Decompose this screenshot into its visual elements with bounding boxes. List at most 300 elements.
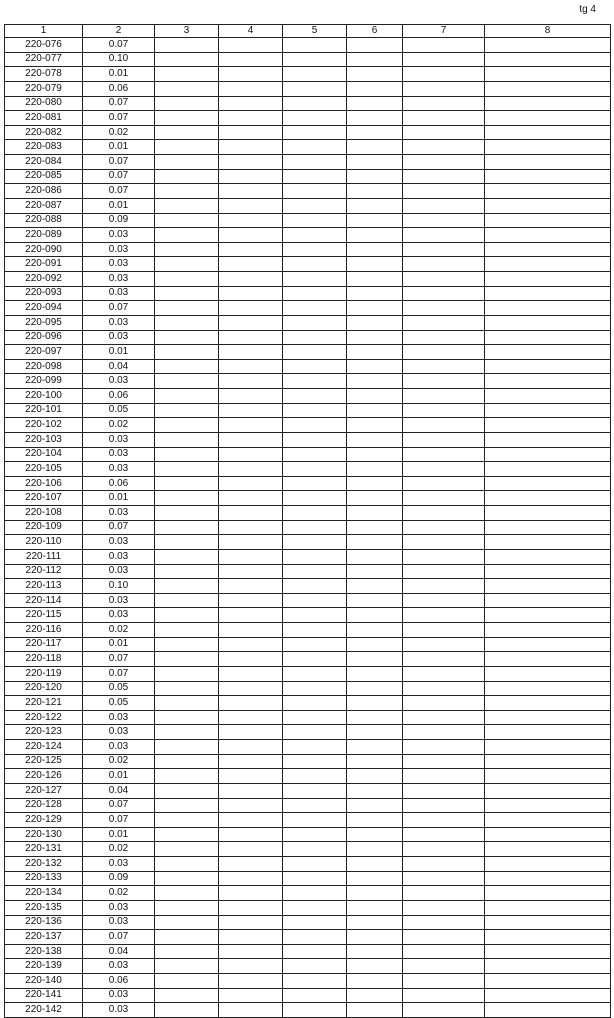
row-value-cell: 0.03 [83, 315, 155, 330]
empty-cell-col-6 [347, 418, 403, 433]
empty-cell-col-7 [403, 403, 485, 418]
row-id-cell: 220-103 [5, 432, 83, 447]
empty-cell-col-7 [403, 491, 485, 506]
empty-cell-col-4 [219, 359, 283, 374]
empty-cell-col-6 [347, 491, 403, 506]
row-id-cell: 220-105 [5, 462, 83, 477]
empty-cell-col-8 [485, 842, 611, 857]
empty-cell-col-5 [283, 1003, 347, 1018]
empty-cell-col-5 [283, 96, 347, 111]
empty-cell-col-4 [219, 272, 283, 287]
table-row [5, 783, 611, 798]
empty-cell-col-4 [219, 432, 283, 447]
empty-cell-col-3 [155, 666, 219, 681]
empty-cell-col-8 [485, 666, 611, 681]
table-row [5, 827, 611, 842]
table-row [5, 944, 611, 959]
empty-cell-col-6 [347, 652, 403, 667]
empty-cell-col-8 [485, 374, 611, 389]
empty-cell-col-8 [485, 315, 611, 330]
empty-cell-col-6 [347, 725, 403, 740]
empty-cell-col-7 [403, 506, 485, 521]
table-row [5, 286, 611, 301]
table-row [5, 125, 611, 140]
table-row [5, 535, 611, 550]
empty-cell-col-5 [283, 710, 347, 725]
empty-cell-col-8 [485, 593, 611, 608]
empty-cell-col-6 [347, 345, 403, 360]
empty-cell-col-5 [283, 915, 347, 930]
empty-cell-col-7 [403, 710, 485, 725]
row-value-cell: 0.02 [83, 842, 155, 857]
table-row [5, 476, 611, 491]
empty-cell-col-3 [155, 330, 219, 345]
empty-cell-col-6 [347, 988, 403, 1003]
empty-cell-col-8 [485, 740, 611, 755]
empty-cell-col-5 [283, 111, 347, 126]
empty-cell-col-8 [485, 272, 611, 287]
empty-cell-col-8 [485, 96, 611, 111]
table-row [5, 623, 611, 638]
table-row [5, 710, 611, 725]
empty-cell-col-8 [485, 359, 611, 374]
empty-cell-col-6 [347, 900, 403, 915]
row-value-cell: 0.09 [83, 871, 155, 886]
empty-cell-col-5 [283, 447, 347, 462]
empty-cell-col-6 [347, 228, 403, 243]
row-value-cell: 0.01 [83, 827, 155, 842]
table-row [5, 315, 611, 330]
table-row [5, 184, 611, 199]
empty-cell-col-6 [347, 301, 403, 316]
empty-cell-col-8 [485, 769, 611, 784]
empty-cell-col-5 [283, 374, 347, 389]
table-row [5, 579, 611, 594]
row-id-cell: 220-110 [5, 535, 83, 550]
empty-cell-col-8 [485, 798, 611, 813]
row-value-cell: 0.03 [83, 462, 155, 477]
empty-cell-col-4 [219, 623, 283, 638]
row-value-cell: 0.01 [83, 67, 155, 82]
empty-cell-col-6 [347, 125, 403, 140]
row-value-cell: 0.04 [83, 783, 155, 798]
empty-cell-col-5 [283, 593, 347, 608]
row-value-cell: 0.07 [83, 652, 155, 667]
empty-cell-col-8 [485, 301, 611, 316]
table-row [5, 81, 611, 96]
empty-cell-col-8 [485, 608, 611, 623]
empty-cell-col-8 [485, 579, 611, 594]
empty-cell-col-4 [219, 198, 283, 213]
empty-cell-col-6 [347, 593, 403, 608]
empty-cell-col-6 [347, 783, 403, 798]
row-value-cell: 0.06 [83, 81, 155, 96]
empty-cell-col-3 [155, 38, 219, 53]
empty-cell-col-3 [155, 111, 219, 126]
empty-cell-col-7 [403, 696, 485, 711]
empty-cell-col-8 [485, 652, 611, 667]
row-value-cell: 0.10 [83, 579, 155, 594]
empty-cell-col-4 [219, 783, 283, 798]
empty-cell-col-8 [485, 330, 611, 345]
table-row [5, 462, 611, 477]
empty-cell-col-3 [155, 696, 219, 711]
empty-cell-col-7 [403, 52, 485, 67]
empty-cell-col-5 [283, 67, 347, 82]
row-id-cell: 220-086 [5, 184, 83, 199]
empty-cell-col-5 [283, 184, 347, 199]
empty-cell-col-6 [347, 886, 403, 901]
empty-cell-col-5 [283, 345, 347, 360]
empty-cell-col-3 [155, 827, 219, 842]
empty-cell-col-6 [347, 827, 403, 842]
empty-cell-col-8 [485, 286, 611, 301]
empty-cell-col-5 [283, 462, 347, 477]
table-row [5, 432, 611, 447]
row-id-cell: 220-084 [5, 155, 83, 170]
empty-cell-col-4 [219, 608, 283, 623]
empty-cell-col-8 [485, 257, 611, 272]
empty-cell-col-5 [283, 827, 347, 842]
empty-cell-col-4 [219, 959, 283, 974]
row-value-cell: 0.10 [83, 52, 155, 67]
empty-cell-col-4 [219, 155, 283, 170]
empty-cell-col-3 [155, 959, 219, 974]
empty-cell-col-5 [283, 725, 347, 740]
empty-cell-col-6 [347, 520, 403, 535]
empty-cell-col-7 [403, 330, 485, 345]
row-value-cell: 0.03 [83, 564, 155, 579]
row-id-cell: 220-129 [5, 813, 83, 828]
empty-cell-col-6 [347, 286, 403, 301]
empty-cell-col-6 [347, 813, 403, 828]
row-id-cell: 220-109 [5, 520, 83, 535]
empty-cell-col-5 [283, 740, 347, 755]
empty-cell-col-6 [347, 681, 403, 696]
column-header: 4 [219, 25, 283, 38]
empty-cell-col-3 [155, 974, 219, 989]
table-row [5, 959, 611, 974]
empty-cell-col-3 [155, 67, 219, 82]
row-value-cell: 0.01 [83, 345, 155, 360]
empty-cell-col-5 [283, 769, 347, 784]
empty-cell-col-4 [219, 666, 283, 681]
row-id-cell: 220-083 [5, 140, 83, 155]
row-id-cell: 220-131 [5, 842, 83, 857]
empty-cell-col-7 [403, 301, 485, 316]
empty-cell-col-3 [155, 476, 219, 491]
row-value-cell: 0.03 [83, 272, 155, 287]
empty-cell-col-3 [155, 228, 219, 243]
empty-cell-col-6 [347, 1003, 403, 1018]
row-value-cell: 0.07 [83, 111, 155, 126]
row-id-cell: 220-108 [5, 506, 83, 521]
row-value-cell: 0.03 [83, 549, 155, 564]
row-id-cell: 220-123 [5, 725, 83, 740]
empty-cell-col-7 [403, 67, 485, 82]
row-value-cell: 0.01 [83, 198, 155, 213]
empty-cell-col-8 [485, 67, 611, 82]
empty-cell-col-6 [347, 740, 403, 755]
row-id-cell: 220-133 [5, 871, 83, 886]
table-row [5, 666, 611, 681]
table-row [5, 1003, 611, 1018]
empty-cell-col-6 [347, 374, 403, 389]
row-id-cell: 220-124 [5, 740, 83, 755]
empty-cell-col-3 [155, 798, 219, 813]
empty-cell-col-6 [347, 506, 403, 521]
empty-cell-col-4 [219, 696, 283, 711]
empty-cell-col-5 [283, 359, 347, 374]
table-row [5, 52, 611, 67]
empty-cell-col-7 [403, 944, 485, 959]
empty-cell-col-5 [283, 432, 347, 447]
empty-cell-col-6 [347, 666, 403, 681]
row-id-cell: 220-132 [5, 857, 83, 872]
empty-cell-col-5 [283, 418, 347, 433]
empty-cell-col-3 [155, 710, 219, 725]
empty-cell-col-8 [485, 125, 611, 140]
empty-cell-col-8 [485, 38, 611, 53]
row-value-cell: 0.03 [83, 740, 155, 755]
empty-cell-col-4 [219, 52, 283, 67]
table-row [5, 389, 611, 404]
row-value-cell: 0.09 [83, 213, 155, 228]
empty-cell-col-6 [347, 579, 403, 594]
empty-cell-col-3 [155, 740, 219, 755]
empty-cell-col-6 [347, 111, 403, 126]
empty-cell-col-8 [485, 974, 611, 989]
table-row [5, 155, 611, 170]
empty-cell-col-8 [485, 345, 611, 360]
row-value-cell: 0.07 [83, 666, 155, 681]
table-row [5, 725, 611, 740]
table-row [5, 330, 611, 345]
row-id-cell: 220-085 [5, 169, 83, 184]
empty-cell-col-4 [219, 38, 283, 53]
empty-cell-col-4 [219, 754, 283, 769]
table-row [5, 272, 611, 287]
empty-cell-col-5 [283, 754, 347, 769]
empty-cell-col-5 [283, 857, 347, 872]
row-id-cell: 220-121 [5, 696, 83, 711]
empty-cell-col-7 [403, 681, 485, 696]
empty-cell-col-3 [155, 272, 219, 287]
empty-cell-col-6 [347, 535, 403, 550]
empty-cell-col-4 [219, 652, 283, 667]
empty-cell-col-5 [283, 549, 347, 564]
row-value-cell: 0.03 [83, 857, 155, 872]
row-value-cell: 0.03 [83, 725, 155, 740]
empty-cell-col-3 [155, 403, 219, 418]
empty-cell-col-5 [283, 52, 347, 67]
empty-cell-col-4 [219, 842, 283, 857]
empty-cell-col-6 [347, 330, 403, 345]
empty-cell-col-7 [403, 813, 485, 828]
empty-cell-col-3 [155, 242, 219, 257]
empty-cell-col-5 [283, 813, 347, 828]
empty-cell-col-3 [155, 96, 219, 111]
empty-cell-col-7 [403, 666, 485, 681]
row-id-cell: 220-113 [5, 579, 83, 594]
empty-cell-col-7 [403, 374, 485, 389]
empty-cell-col-3 [155, 462, 219, 477]
empty-cell-col-8 [485, 827, 611, 842]
empty-cell-col-8 [485, 111, 611, 126]
row-value-cell: 0.07 [83, 520, 155, 535]
row-id-cell: 220-087 [5, 198, 83, 213]
empty-cell-col-5 [283, 988, 347, 1003]
row-id-cell: 220-077 [5, 52, 83, 67]
empty-cell-col-7 [403, 564, 485, 579]
column-header: 8 [485, 25, 611, 38]
row-id-cell: 220-135 [5, 900, 83, 915]
empty-cell-col-6 [347, 944, 403, 959]
empty-cell-col-4 [219, 301, 283, 316]
row-value-cell: 0.03 [83, 374, 155, 389]
header-row [5, 25, 611, 38]
table-row [5, 652, 611, 667]
empty-cell-col-5 [283, 783, 347, 798]
empty-cell-col-3 [155, 886, 219, 901]
table-row [5, 564, 611, 579]
empty-cell-col-4 [219, 125, 283, 140]
row-id-cell: 220-080 [5, 96, 83, 111]
row-value-cell: 0.01 [83, 769, 155, 784]
column-header: 1 [5, 25, 83, 38]
empty-cell-col-7 [403, 198, 485, 213]
empty-cell-col-5 [283, 301, 347, 316]
table-row [5, 96, 611, 111]
row-value-cell: 0.04 [83, 944, 155, 959]
row-id-cell: 220-076 [5, 38, 83, 53]
row-value-cell: 0.02 [83, 125, 155, 140]
empty-cell-col-6 [347, 315, 403, 330]
row-id-cell: 220-122 [5, 710, 83, 725]
empty-cell-col-8 [485, 959, 611, 974]
empty-cell-col-8 [485, 535, 611, 550]
empty-cell-col-7 [403, 535, 485, 550]
row-id-cell: 220-102 [5, 418, 83, 433]
empty-cell-col-4 [219, 813, 283, 828]
empty-cell-col-6 [347, 81, 403, 96]
empty-cell-col-5 [283, 637, 347, 652]
empty-cell-col-3 [155, 374, 219, 389]
empty-cell-col-7 [403, 842, 485, 857]
row-value-cell: 0.07 [83, 169, 155, 184]
row-id-cell: 220-100 [5, 389, 83, 404]
empty-cell-col-5 [283, 974, 347, 989]
empty-cell-col-3 [155, 1003, 219, 1018]
empty-cell-col-6 [347, 842, 403, 857]
row-id-cell: 220-078 [5, 67, 83, 82]
row-value-cell: 0.02 [83, 623, 155, 638]
empty-cell-col-7 [403, 447, 485, 462]
empty-cell-col-6 [347, 462, 403, 477]
row-id-cell: 220-140 [5, 974, 83, 989]
empty-cell-col-8 [485, 520, 611, 535]
empty-cell-col-8 [485, 710, 611, 725]
empty-cell-col-5 [283, 286, 347, 301]
row-id-cell: 220-128 [5, 798, 83, 813]
empty-cell-col-3 [155, 900, 219, 915]
empty-cell-col-4 [219, 535, 283, 550]
row-id-cell: 220-088 [5, 213, 83, 228]
empty-cell-col-5 [283, 257, 347, 272]
empty-cell-col-5 [283, 403, 347, 418]
empty-cell-col-7 [403, 637, 485, 652]
empty-cell-col-7 [403, 272, 485, 287]
empty-cell-col-4 [219, 974, 283, 989]
empty-cell-col-4 [219, 81, 283, 96]
table-row [5, 637, 611, 652]
empty-cell-col-7 [403, 96, 485, 111]
empty-cell-col-7 [403, 608, 485, 623]
row-id-cell: 220-125 [5, 754, 83, 769]
empty-cell-col-4 [219, 520, 283, 535]
empty-cell-col-4 [219, 330, 283, 345]
empty-cell-col-7 [403, 125, 485, 140]
row-id-cell: 220-119 [5, 666, 83, 681]
empty-cell-col-8 [485, 213, 611, 228]
table-row [5, 930, 611, 945]
empty-cell-col-3 [155, 447, 219, 462]
row-id-cell: 220-127 [5, 783, 83, 798]
empty-cell-col-6 [347, 564, 403, 579]
row-id-cell: 220-091 [5, 257, 83, 272]
empty-cell-col-7 [403, 213, 485, 228]
empty-cell-col-4 [219, 403, 283, 418]
empty-cell-col-5 [283, 506, 347, 521]
empty-cell-col-7 [403, 520, 485, 535]
table-row [5, 418, 611, 433]
empty-cell-col-7 [403, 345, 485, 360]
empty-cell-col-3 [155, 783, 219, 798]
empty-cell-col-4 [219, 871, 283, 886]
row-id-cell: 220-138 [5, 944, 83, 959]
row-value-cell: 0.03 [83, 242, 155, 257]
row-value-cell: 0.01 [83, 140, 155, 155]
row-id-cell: 220-115 [5, 608, 83, 623]
row-value-cell: 0.06 [83, 476, 155, 491]
empty-cell-col-8 [485, 549, 611, 564]
empty-cell-col-5 [283, 930, 347, 945]
empty-cell-col-6 [347, 359, 403, 374]
row-id-cell: 220-136 [5, 915, 83, 930]
empty-cell-col-8 [485, 81, 611, 96]
table-row [5, 38, 611, 53]
empty-cell-col-5 [283, 944, 347, 959]
empty-cell-col-8 [485, 813, 611, 828]
empty-cell-col-7 [403, 886, 485, 901]
table-row [5, 403, 611, 418]
column-header: 5 [283, 25, 347, 38]
empty-cell-col-3 [155, 564, 219, 579]
empty-cell-col-3 [155, 623, 219, 638]
table-row [5, 842, 611, 857]
empty-cell-col-6 [347, 140, 403, 155]
empty-cell-col-6 [347, 549, 403, 564]
empty-cell-col-5 [283, 666, 347, 681]
row-id-cell: 220-082 [5, 125, 83, 140]
empty-cell-col-3 [155, 52, 219, 67]
empty-cell-col-3 [155, 213, 219, 228]
empty-cell-col-6 [347, 52, 403, 67]
empty-cell-col-7 [403, 871, 485, 886]
empty-cell-col-7 [403, 652, 485, 667]
empty-cell-col-5 [283, 652, 347, 667]
empty-cell-col-6 [347, 389, 403, 404]
